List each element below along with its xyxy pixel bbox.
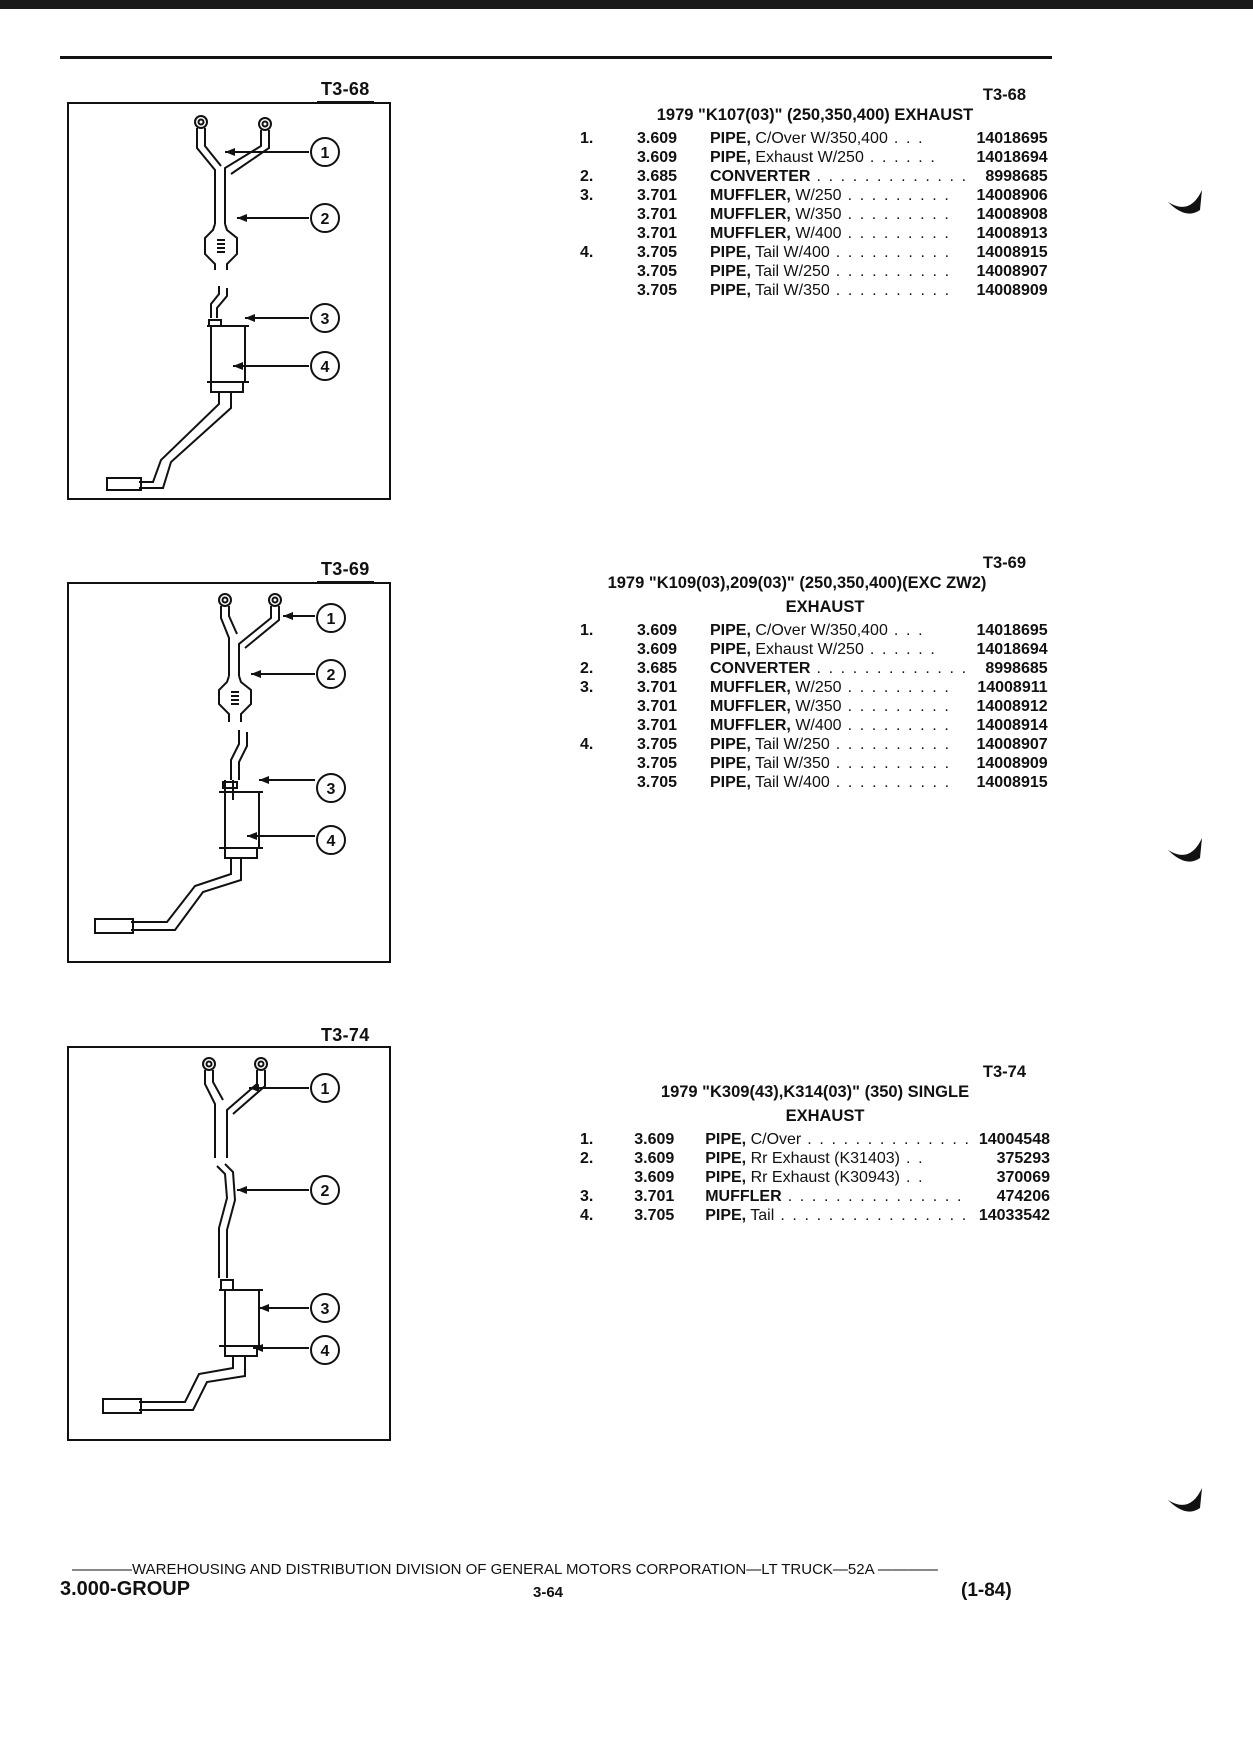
item-number <box>580 205 637 224</box>
group-number: 3.701 <box>634 1188 675 1205</box>
part-description: MUFFLER, W/250 . . . . . . . . . <box>710 679 951 696</box>
part-description: MUFFLER, W/350 . . . . . . . . . <box>710 698 951 715</box>
table-row <box>580 659 1048 678</box>
part-number: 8998685 <box>985 168 1048 185</box>
binder-hole-mark <box>1160 180 1210 230</box>
item-number: 1. <box>580 130 594 147</box>
item-number <box>580 754 637 773</box>
group-number: 3.705 <box>637 755 678 772</box>
item-number <box>580 224 637 243</box>
part-number: 14008907 <box>976 263 1048 280</box>
part-description: PIPE, C/Over W/350,400 . . . <box>710 130 925 147</box>
item-number: 4. <box>580 244 594 261</box>
item-number <box>580 640 637 659</box>
footer-publisher-line: ————WAREHOUSING AND DISTRIBUTION DIVISION OF GENERAL MOTORS CORPORATION—LT TRUCK—52A ———— <box>72 1561 938 1578</box>
table-row <box>580 716 1048 735</box>
item-number: 3. <box>580 1188 594 1205</box>
group-number: 3.701 <box>637 679 678 696</box>
table-row <box>580 148 1048 167</box>
item-number <box>580 697 637 716</box>
part-description: PIPE, Exhaust W/250 . . . . . . <box>710 149 937 166</box>
item-number <box>580 1168 634 1187</box>
part-description: MUFFLER, W/400 . . . . . . . . . <box>710 225 951 242</box>
part-number: 14008913 <box>976 225 1048 242</box>
callout-1: 1 <box>320 145 330 162</box>
table-row <box>580 224 1048 243</box>
part-number: 14018694 <box>976 641 1048 658</box>
part-description: CONVERTER . . . . . . . . . . . . . <box>710 660 968 677</box>
figure-tag <box>321 1025 370 1046</box>
callout-4: 4 <box>320 359 330 376</box>
part-description: CONVERTER . . . . . . . . . . . . . <box>710 168 968 185</box>
table-row <box>580 1149 1050 1168</box>
part-number: 14008912 <box>976 698 1048 715</box>
exhaust-diagram-figure <box>67 102 391 500</box>
section-subtitle: EXHAUST <box>785 1107 865 1125</box>
group-number: 3.609 <box>634 1131 675 1148</box>
parts-table <box>580 129 1048 300</box>
item-number: 3. <box>580 679 594 696</box>
group-number: 3.705 <box>634 1207 675 1224</box>
parts-table <box>580 621 1048 792</box>
group-number: 3.701 <box>637 187 678 204</box>
table-row <box>580 205 1048 224</box>
parts-section-t3-68 <box>580 85 1050 300</box>
figure-tag-text: T3-69 <box>321 559 370 579</box>
part-number: 14008909 <box>976 282 1048 299</box>
table-row <box>580 678 1048 697</box>
part-description: PIPE, Exhaust W/250 . . . . . . <box>710 641 937 658</box>
part-number: 14008907 <box>976 736 1048 753</box>
section-subtitle: EXHAUST <box>785 598 865 616</box>
figure-tag-text: T3-74 <box>321 1025 370 1045</box>
part-number: 14018694 <box>976 149 1048 166</box>
table-row <box>580 1130 1050 1149</box>
table-row <box>580 754 1048 773</box>
callout-3: 3 <box>320 311 330 328</box>
part-description: PIPE, Tail W/250 . . . . . . . . . . <box>710 263 951 280</box>
part-number: 8998685 <box>985 660 1048 677</box>
table-row <box>580 129 1048 148</box>
part-description: MUFFLER, W/250 . . . . . . . . . <box>710 187 951 204</box>
item-number <box>580 148 637 167</box>
callout-4: 4 <box>320 1343 330 1360</box>
item-number: 4. <box>580 1207 594 1224</box>
top-edge-bar <box>0 0 1253 9</box>
parts-section-t3-69 <box>580 553 1050 792</box>
part-description: MUFFLER, W/350 . . . . . . . . . <box>710 206 951 223</box>
part-description: PIPE, Tail W/400 . . . . . . . . . . <box>710 244 951 261</box>
group-number: 3.705 <box>637 736 678 753</box>
callout-3: 3 <box>326 781 336 798</box>
part-number: 14008909 <box>976 755 1048 772</box>
part-description: PIPE, Rr Exhaust (K30943) . . <box>705 1169 925 1186</box>
part-number: 14008911 <box>977 679 1048 696</box>
callout-2: 2 <box>320 211 330 228</box>
callout-3: 3 <box>320 1301 330 1318</box>
figure-tag <box>321 559 370 580</box>
part-number: 14008906 <box>976 187 1048 204</box>
part-number: 14033542 <box>978 1207 1050 1224</box>
group-number: 3.685 <box>637 168 678 185</box>
footer-page-number: 3-64 <box>533 1584 564 1601</box>
part-description: PIPE, Tail W/350 . . . . . . . . . . <box>710 282 951 299</box>
item-number <box>580 262 637 281</box>
group-number: 3.609 <box>634 1169 675 1186</box>
section-title: 1979 "K309(43),K314(03)" (350) SINGLE <box>660 1083 970 1101</box>
group-number: 3.609 <box>637 622 678 639</box>
callout-2: 2 <box>320 1183 330 1200</box>
item-number: 3. <box>580 187 594 204</box>
group-number: 3.609 <box>637 149 678 166</box>
part-number: 14018695 <box>976 130 1048 147</box>
table-row <box>580 1187 1050 1206</box>
section-title: 1979 "K107(03)" (250,350,400) EXHAUST <box>656 106 974 124</box>
group-number: 3.609 <box>637 641 678 658</box>
exhaust-system-illustration <box>69 584 389 961</box>
part-description: MUFFLER, W/400 . . . . . . . . . <box>710 717 951 734</box>
item-number <box>580 281 637 300</box>
section-title: 1979 "K109(03),209(03)" (250,350,400)(EXC ZW2) <box>607 574 987 592</box>
table-row <box>580 697 1048 716</box>
table-row <box>580 262 1048 281</box>
table-row <box>580 621 1048 640</box>
table-row <box>580 735 1048 754</box>
table-row <box>580 1168 1050 1187</box>
item-number: 2. <box>580 660 594 677</box>
group-number: 3.685 <box>637 660 678 677</box>
callout-1: 1 <box>326 611 336 628</box>
parts-section-t3-74 <box>580 1062 1050 1225</box>
exhaust-system-illustration <box>69 1048 389 1439</box>
figure-tag <box>321 79 370 100</box>
part-number: 474206 <box>996 1188 1050 1205</box>
item-number: 4. <box>580 736 594 753</box>
table-row <box>580 167 1048 186</box>
part-number: 14004548 <box>978 1131 1050 1148</box>
group-number: 3.701 <box>637 698 678 715</box>
part-number: 14018695 <box>976 622 1048 639</box>
part-number: 375293 <box>996 1150 1050 1167</box>
callout-1: 1 <box>320 1081 330 1098</box>
item-number: 1. <box>580 1131 594 1148</box>
group-number: 3.609 <box>634 1150 675 1167</box>
item-number: 2. <box>580 168 594 185</box>
group-number: 3.701 <box>637 225 678 242</box>
section-id: T3-68 <box>982 86 1026 104</box>
callout-2: 2 <box>326 667 336 684</box>
binder-hole-mark <box>1160 1478 1210 1528</box>
exhaust-diagram-figure <box>67 1046 391 1441</box>
part-number: 14008915 <box>976 244 1048 261</box>
group-number: 3.705 <box>637 774 678 791</box>
table-row <box>580 1206 1050 1225</box>
table-row <box>580 640 1048 659</box>
footer-date: (1-84) <box>961 1580 1012 1601</box>
part-description: PIPE, Tail . . . . . . . . . . . . . . . . <box>705 1207 968 1224</box>
group-number: 3.705 <box>637 263 678 280</box>
group-number: 3.705 <box>637 282 678 299</box>
callout-4: 4 <box>326 833 336 850</box>
group-number: 3.705 <box>637 244 678 261</box>
part-description: PIPE, Tail W/250 . . . . . . . . . . <box>710 736 951 753</box>
section-id: T3-74 <box>982 1063 1026 1081</box>
part-description: PIPE, C/Over W/350,400 . . . <box>710 622 925 639</box>
item-number <box>580 716 637 735</box>
part-description: PIPE, Tail W/400 . . . . . . . . . . <box>710 774 951 791</box>
binder-hole-mark <box>1160 828 1210 878</box>
part-description: PIPE, C/Over . . . . . . . . . . . . . . <box>705 1131 971 1148</box>
item-number: 1. <box>580 622 594 639</box>
table-row <box>580 773 1048 792</box>
item-number: 2. <box>580 1150 594 1167</box>
part-number: 14008914 <box>976 717 1048 734</box>
footer-group: 3.000-GROUP <box>60 1578 191 1600</box>
group-number: 3.701 <box>637 717 678 734</box>
part-description: PIPE, Rr Exhaust (K31403) . . <box>705 1150 925 1167</box>
part-number: 370069 <box>996 1169 1050 1186</box>
exhaust-system-illustration <box>69 104 389 498</box>
table-row <box>580 243 1048 262</box>
part-description: PIPE, Tail W/350 . . . . . . . . . . <box>710 755 951 772</box>
exhaust-diagram-figure <box>67 582 391 963</box>
part-description: MUFFLER . . . . . . . . . . . . . . . <box>705 1188 964 1205</box>
parts-table <box>580 1130 1050 1225</box>
section-id: T3-69 <box>982 554 1026 572</box>
header-rule <box>60 56 1052 59</box>
figure-tag-text: T3-68 <box>321 79 370 99</box>
group-number: 3.701 <box>637 206 678 223</box>
group-number: 3.609 <box>637 130 678 147</box>
item-number <box>580 773 637 792</box>
table-row <box>580 281 1048 300</box>
part-number: 14008908 <box>976 206 1048 223</box>
part-number: 14008915 <box>976 774 1048 791</box>
table-row <box>580 186 1048 205</box>
